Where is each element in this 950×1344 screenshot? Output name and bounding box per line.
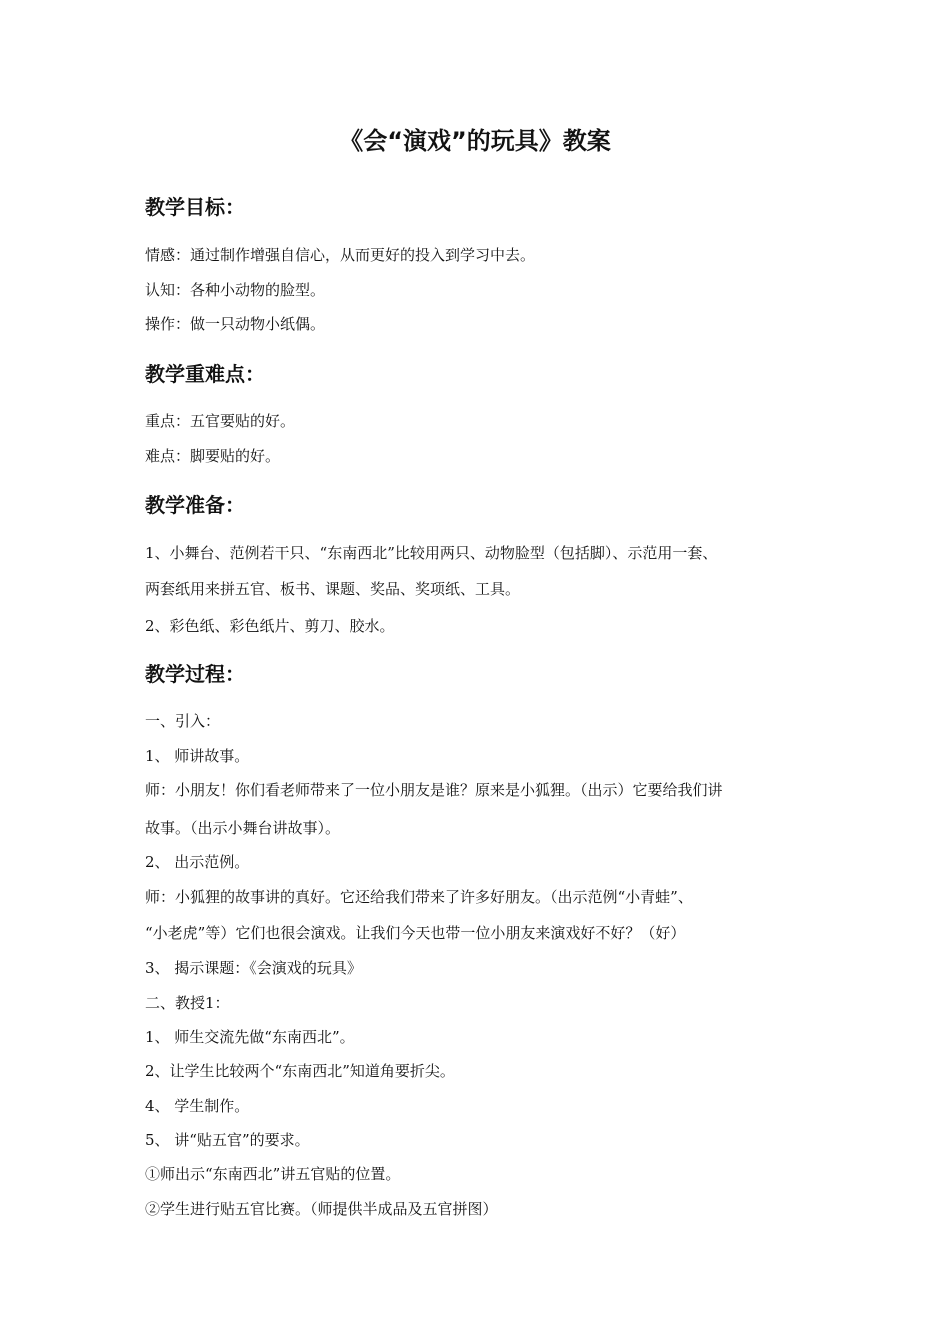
key-points-line: 重点：五官要贴的好。 xyxy=(145,412,296,430)
document-title: 《会“演戏”的玩具》教案 xyxy=(339,127,611,155)
process-line: 1、 师生交流先做“东南西北”。 xyxy=(145,1028,355,1046)
process-line: 5、 讲“贴五官”的要求。 xyxy=(145,1131,310,1149)
process-line: “小老虎”等）它们也很会演戏。让我们今天也带一位小朋友来演戏好不好？（好） xyxy=(145,924,686,942)
objectives-line: 情感：通过制作增强自信心，从而更好的投入到学习中去。 xyxy=(145,246,536,264)
process-heading: 教学过程： xyxy=(145,662,245,686)
process-line: 师：小狐狸的故事讲的真好。它还给我们带来了许多好朋友。（出示范例“小青蛙”、 xyxy=(145,888,693,906)
process-line: 二、教授1： xyxy=(145,994,230,1012)
process-line: 1、 师讲故事。 xyxy=(145,747,250,765)
objectives-heading: 教学目标： xyxy=(145,195,245,219)
preparation-line: 2、彩色纸、彩色纸片、剪刀、胶水。 xyxy=(145,617,395,635)
process-line: 师：小朋友！你们看老师带来了一位小朋友是谁？原来是小狐狸。（出示）它要给我们讲 xyxy=(145,781,723,799)
process-line: 2、让学生比较两个“东南西北”知道角要折尖。 xyxy=(145,1062,455,1080)
objectives-line: 认知：各种小动物的脸型。 xyxy=(145,281,326,299)
objectives-line: 操作：做一只动物小纸偶。 xyxy=(145,315,326,333)
key-points-line: 难点：脚要贴的好。 xyxy=(145,447,281,465)
process-line: ①师出示“东南西北”讲五官贴的位置。 xyxy=(145,1165,401,1183)
process-line: 2、 出示范例。 xyxy=(145,853,250,871)
process-line: ②学生进行贴五官比赛。（师提供半成品及五官拼图） xyxy=(145,1200,498,1218)
process-line: 4、 学生制作。 xyxy=(145,1097,250,1115)
process-line: 故事。（出示小舞台讲故事）。 xyxy=(145,819,341,837)
process-line: 一、引入： xyxy=(145,712,221,730)
preparation-line: 两套纸用来拼五官、板书、课题、奖品、奖项纸、工具。 xyxy=(145,580,521,598)
preparation-line: 1、小舞台、范例若干只、“东南西北”比较用两只、动物脸型（包括脚）、示范用一套、 xyxy=(145,544,718,562)
preparation-heading: 教学准备： xyxy=(145,493,245,517)
key-points-heading: 教学重难点： xyxy=(145,362,265,386)
process-line: 3、 揭示课题：《会演戏的玩具》 xyxy=(145,959,362,977)
